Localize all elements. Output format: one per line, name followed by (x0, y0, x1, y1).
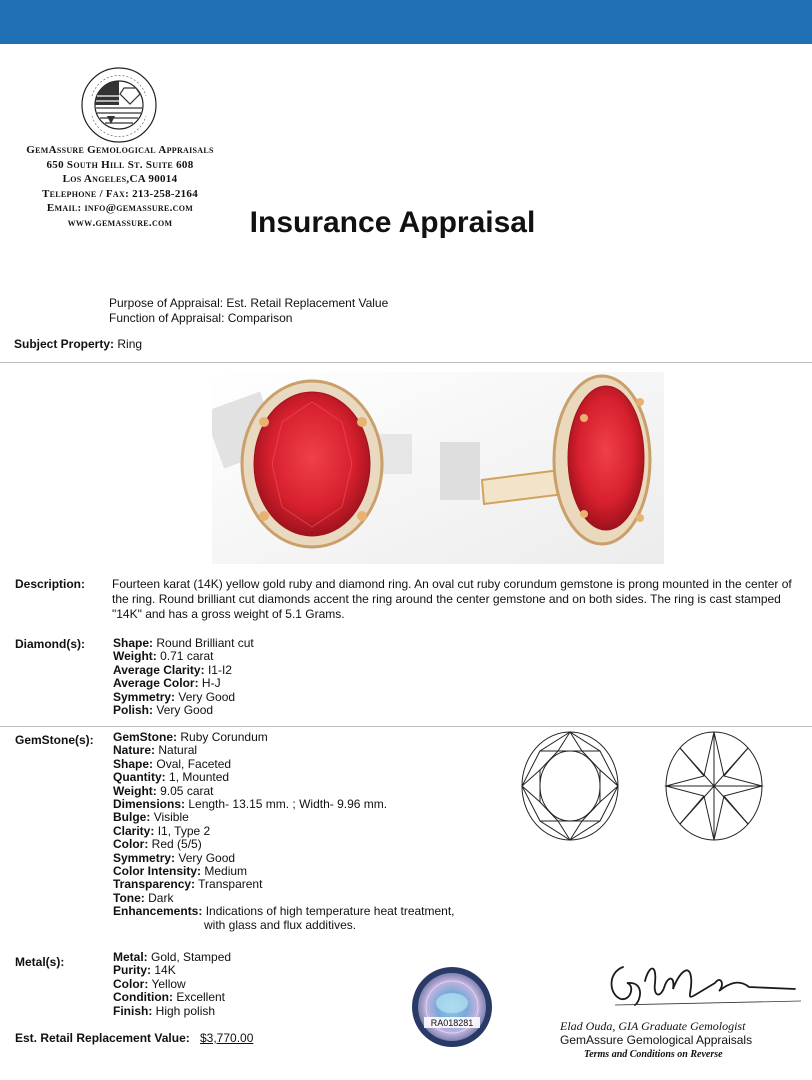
metal-field-value: Excellent (176, 990, 226, 1005)
gem-field-label: Color Intensity: (113, 864, 202, 879)
metal-label: Metal(s): (15, 955, 65, 969)
retail-value-amount: $3,770.00 (200, 1031, 254, 1045)
gem-field-label: GemStone: (113, 730, 178, 744)
metal-field-label: Purity: (113, 963, 152, 978)
gem-field-value: Natural (158, 743, 198, 758)
metal-field-label: Finish: (113, 1003, 153, 1018)
subject-label: Subject Property: (14, 337, 115, 351)
gem-facet-diagrams (518, 730, 768, 842)
metal-field-value: 14K (154, 963, 176, 978)
gem-field-label: Enhancements: (113, 904, 203, 919)
company-city: Los Angeles,CA 90014 (62, 173, 178, 185)
diamond-field-value: H-J (201, 676, 221, 691)
gemstone-label: GemStone(s): (15, 733, 94, 747)
company-phone: Telephone / Fax: 213-258-2164 (41, 187, 199, 200)
diamond-field-label: Average Clarity: (113, 662, 205, 677)
gem-field-value: Transparent (198, 877, 263, 892)
metal-field-label: Color: (113, 976, 149, 991)
diamond-field-label: Shape: (113, 636, 154, 650)
diamonds-label: Diamond(s): (15, 637, 85, 651)
gem-field-label: Nature: (113, 743, 156, 758)
signer-company: GemAssure Gemological Appraisals (560, 1032, 753, 1047)
description-label: Description: (15, 577, 86, 591)
page-title: Insurance Appraisal (249, 206, 536, 239)
gem-field-label: Weight: (113, 783, 157, 798)
metal-field-label: Condition: (113, 990, 173, 1005)
gem-field-value: Red (5/5) (151, 837, 202, 852)
function-label: Function of Appraisal: (109, 311, 225, 325)
gem-field-label: Shape: (113, 756, 154, 771)
gemstone-details (113, 731, 455, 932)
fold-line (0, 726, 812, 727)
gem-field-label: Clarity: (113, 823, 155, 838)
diamond-field-value: Very Good (156, 703, 214, 718)
gem-enhancements-continued: with glass and flux additives. (204, 917, 357, 932)
hologram-seal (410, 965, 494, 1049)
metal-details (113, 951, 231, 1018)
diamond-field-value: Round Brilliant cut (156, 636, 254, 650)
purpose-value: Est. Retail Replacement Value (226, 296, 389, 310)
ring-photos (212, 372, 664, 564)
metal-field-value: High polish (155, 1003, 216, 1018)
purpose-label: Purpose of Appraisal: (109, 296, 224, 310)
diamond-field-value: 0.71 carat (160, 649, 214, 664)
gem-field-value: Indications of high temperature heat treatment, (205, 904, 455, 919)
gem-field-value: Oval, Faceted (156, 756, 232, 771)
oval-pavilion-diagram (666, 732, 762, 840)
description-text: Fourteen karat (14K) yellow gold ruby and diamond ring. An oval cut ruby corundum gemstone is prong mounted in the center of the ring. Round brilliant cut diamonds accent the ring around the center gemstone and on both sides. The ring is cast stamped "14K" and has a gross weight of 5.1 Grams. (112, 577, 792, 621)
purpose-block (109, 296, 388, 326)
gem-field-label: Symmetry: (113, 850, 176, 865)
subject-property (14, 337, 142, 351)
gem-field-label: Dimensions: (113, 797, 186, 812)
company-website: www.gemassure.com (67, 216, 173, 229)
subject-value: Ring (117, 337, 143, 351)
gem-field-value: I1, Type 2 (157, 823, 211, 838)
handwritten-signature (605, 955, 805, 1015)
terms-note: Terms and Conditions on Reverse (584, 1048, 723, 1060)
metal-field-value: Gold, Stamped (151, 950, 232, 964)
company-email: Email: info@gemassure.com (46, 202, 194, 214)
signer-name: Elad Ouda, GIA Graduate Gemologist (560, 1019, 746, 1033)
company-name: GemAssure Gemological Appraisals (26, 144, 214, 156)
company-street: 650 South Hill St. Suite 608 (46, 158, 194, 171)
seal-id: RA018281 (430, 1018, 474, 1028)
gem-field-value: Dark (148, 890, 174, 905)
gem-field-value: 9.05 carat (160, 783, 214, 798)
gem-field-label: Quantity: (113, 770, 166, 785)
gem-field-value: 1, Mounted (169, 770, 230, 785)
gem-field-label: Transparency: (113, 877, 196, 892)
gem-field-label: Color: (113, 837, 149, 852)
diamonds-details (113, 637, 254, 717)
gem-field-label: Bulge: (113, 810, 151, 825)
gem-field-value: Ruby Corundum (180, 730, 268, 744)
gem-field-label: Tone: (113, 890, 145, 905)
retail-value-label: Est. Retail Replacement Value: (15, 1031, 190, 1045)
gemassure-logo (80, 66, 158, 144)
metal-field-value: Yellow (151, 976, 186, 991)
diamond-field-label: Weight: (113, 649, 157, 664)
fold-line (0, 362, 812, 363)
diamond-field-value: I1-I2 (207, 662, 232, 677)
top-color-bar (0, 0, 812, 44)
gem-field-value: Visible (153, 810, 189, 825)
gem-field-value: Length- 13.15 mm. ; Width- 9.96 mm. (188, 797, 388, 812)
gem-field-value: Very Good (178, 850, 236, 865)
diamond-field-value: Very Good (178, 689, 236, 704)
signature-block (560, 1020, 800, 1061)
diamond-field-label: Average Color: (113, 676, 199, 691)
gem-field-value: Medium (204, 864, 248, 879)
diamond-field-label: Symmetry: (113, 689, 176, 704)
metal-field-label: Metal: (113, 950, 148, 964)
function-value: Comparison (227, 311, 293, 325)
oval-crown-diagram (522, 732, 618, 840)
diamond-field-label: Polish: (113, 703, 154, 718)
